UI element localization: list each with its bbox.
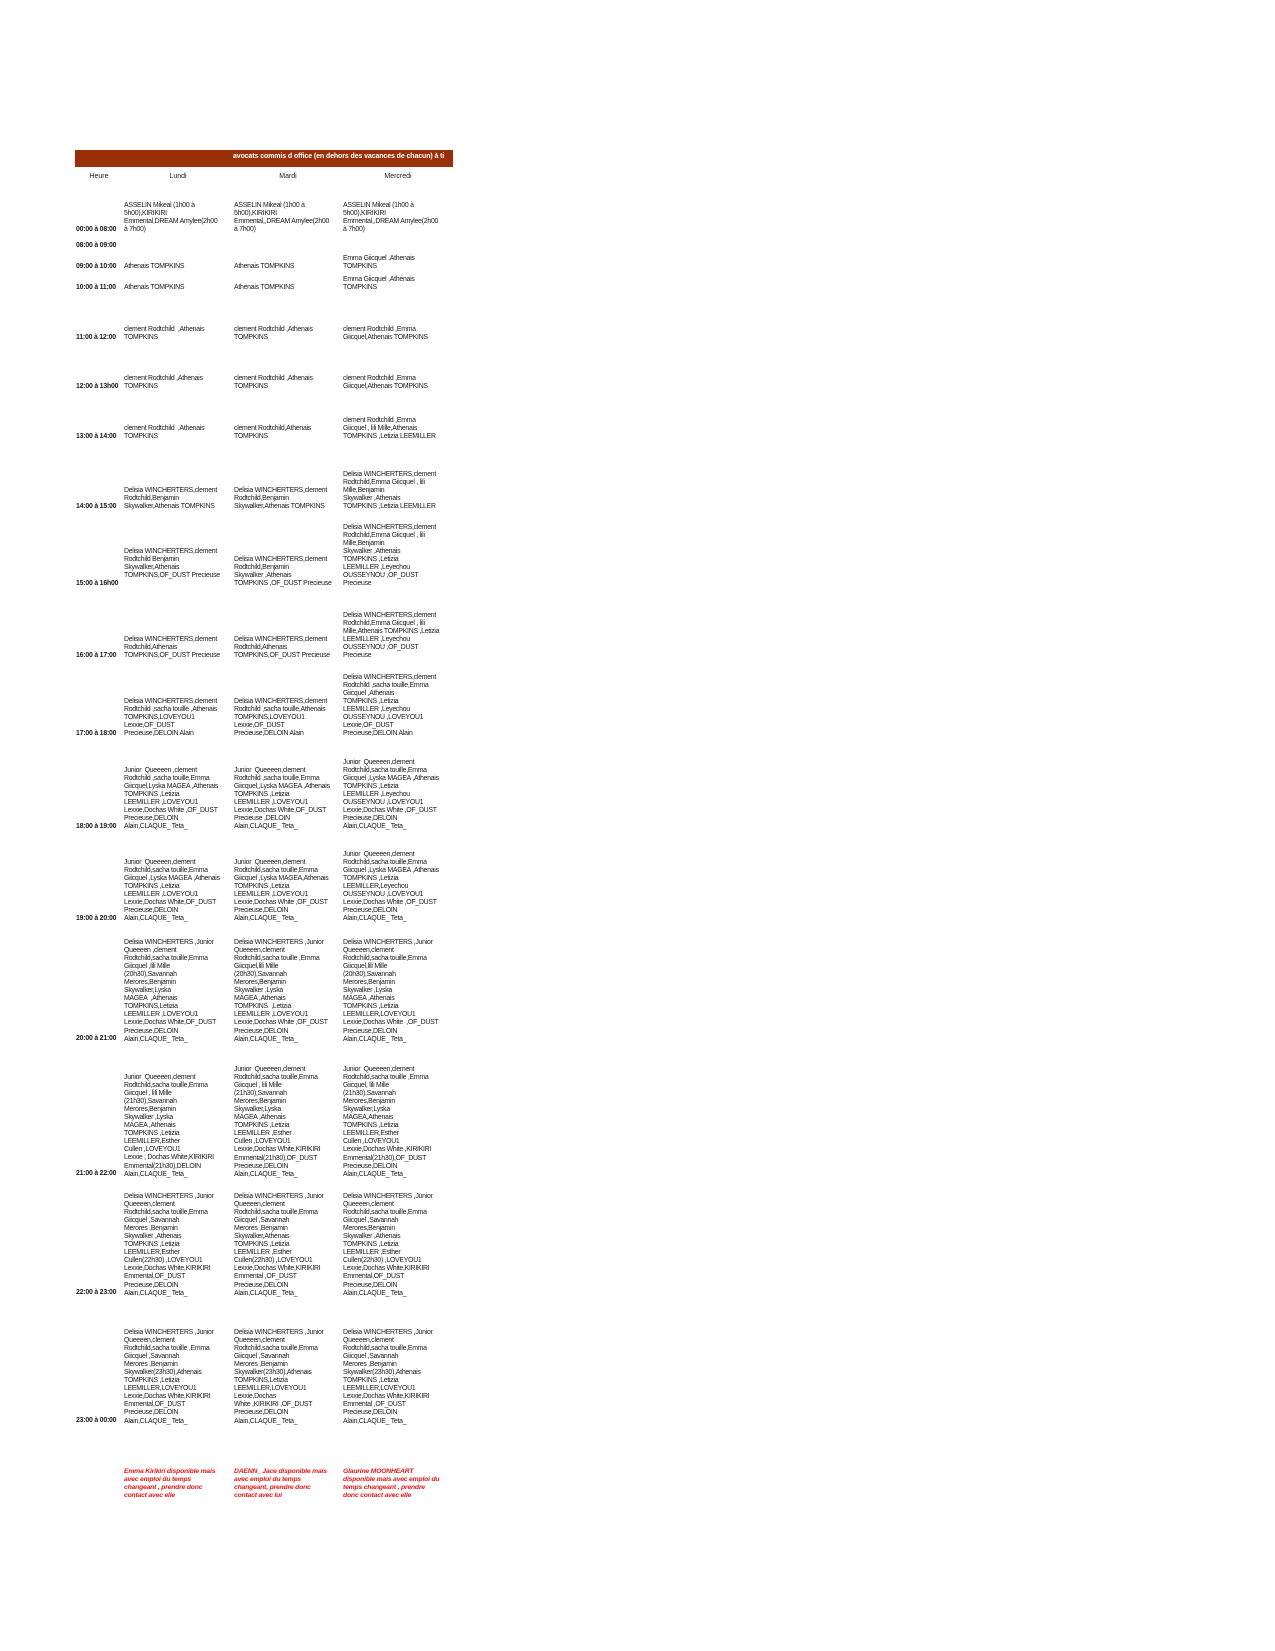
schedule-cell-mardi: Delisia WINCHERTERS,clement Rodtchild,Benjamin Skywalker,Athenais TOMPKINS [234,487,328,511]
schedule-cell-lundi: Delisia WINCHERTERS,clement Rodtchild Benjamin Skywalker,Athenais TOMPKINS,OF_DUST Precieuse [124,548,220,580]
time-slot-label: 14:00 à 15:00 [76,503,117,510]
schedule-cell-mardi: clement Rodtchild ,Athenais TOMPKINS [234,326,313,342]
column-header-lundi: Lundi [169,173,187,180]
schedule-cell-mardi: Delisia WINCHERTERS ,Junior Queeeen,clement Rodtchild,sacha touille,Emma Giicquel ,Savannah Merores ,Benjamin Skywalker,Athenais TOMPKINS ,Letizia LEEMILLER ,Esther Cullen(22h30) ,LOVEYOU1 Lexxie,Dochas White,KIRIKIRI Emmental ,OF_DUST Precieuse,DELOIN Alain,CLAQUE_ Teta_ [234,1193,324,1297]
schedule-cell-mardi: Junior Queeeen,clement Rodtchild,sacha touille,Emma Giicquel ,Lyska MAGEA,Athenais TOMPKINS ,Letizia LEEMILLER ,LOVEYOU1 Lexxie,Dochas White ,OF_DUST Precieuse,DELOIN Alain,CLAQUE_ Teta_ [234,859,329,923]
time-slot-label: 00:00 à 08:00 [76,226,117,233]
schedule-cell-mercredi: clement Rodtchild ,Emma Giicquel , lili Mille,Athenais TOMPKINS ,Letizia LEEMILLER [343,417,436,441]
time-slot-label: 17:00 à 18:00 [76,730,117,737]
time-slot-label: 18:00 à 19:00 [76,823,117,830]
schedule-cell-lundi: Delisia WINCHERTERS,clement Rodtchild ,sacha touille ,Athenais TOMPKINS,LOVEYOU1 Lexxie,OF_DUST Precieuse,DELOIN Alain [124,698,218,738]
schedule-cell-lundi: clement Rodtchild ,Athenais TOMPKINS [124,326,205,342]
sheet-title: avocats commis d office (en dehors des vacances de chacun) à ti [233,153,445,160]
schedule-cell-mercredi: Emma Giicquel ,Athenais TOMPKINS [343,255,415,271]
time-slot-label: 11:00 à 12:00 [76,334,116,341]
schedule-cell-mercredi: Delisia WINCHERTERS ,Junior Queeeen,clement Rodtchild,sacha touille,Emma Giicquel ,Savannah Merores ,Benjamin Skywalker(23h30),Athenais TOMPKINS ,Letizia LEEMILLER,LOVEYOU1 Lexxie,Dochas White,KIRIKIRI Emmental ,OF_DUST Precieuse,DELOIN Alain,CLAQUE_ Teta_ [343,1329,433,1425]
schedule-cell-mercredi: Emma Giicquel ,Athenais TOMPKINS [343,276,415,292]
schedule-cell-mardi: Delisia WINCHERTERS,clement Rodtchild,Benjamin Skywalker ,Athenais TOMPKINS ,OF_DUST Precieuse [234,556,332,588]
time-slot-label: 20:00 à 21:00 [76,1035,117,1042]
column-header-mercredi: Mercredi [384,173,412,180]
time-slot-label: 10:00 à 11:00 [76,284,116,291]
time-slot-label: 13:00 à 14:00 [76,433,117,440]
time-slot-label: 16:00 à 17:00 [76,652,117,659]
schedule-cell-mercredi: Delisia WINCHERTERS,clement Rodtchild,Emma Giicquel , lili Mille,Athenais TOMPKINS ,Letizia LEEMILLER ,Leyechou OUSSEYNOU ,OF_DUST Precieuse [343,612,440,660]
schedule-cell-lundi: ASSELIN Mikeal (1h00 à 5h00),KIRIKIRI Emmental,DREAM Amylee(2h00 à 7h00) [124,202,218,234]
schedule-cell-mardi: Delisia WINCHERTERS ,Junior Queeeen,clement Rodtchild,sacha touille ,Emma Giicquel,lili Mille (20h30),Savannah Merores,Benjamin Skywalker ,Lyska MAGEA ,Athenais TOMPKINS ,Letizia LEEMILLER ,LOVEYOU1 Lexxie,Dochas White ,OF_DUST Precieuse,DELOIN Alain,CLAQUE_ Teta_ [234,939,328,1043]
column-header-heure: Heure [89,173,109,180]
schedule-cell-mardi: Junior Queeeen,clement Rodtchild ,sacha touille,Emma Giicquel,,Lyska MAGEA ,Athenais TOMPKINS ,Letizia LEEMILLER ,LOVEYOU1 Lexxie,Dochas White,OF_DUST Precieuse ,DELOIN Alain,CLAQUE_ Teta_ [234,767,330,831]
schedule-cell-lundi: Junior Queeeen,clement Rodtchild,sacha touille,Emma Giicquel ,Lyska MAGEA ,Athenais TOMPKINS ,Letizia LEEMILLER ,LOVEYOU1 Lexxie,Dochas White,OF_DUST Precieuse,DELOIN Alain,CLAQUE_ Teta_ [124,859,220,923]
availability-note-lundi: Emma Kirikiri disponible mais avec emploi du temps changeant , prendre donc contact avec elle [124,1468,216,1499]
time-slot-label: 09:00 à 10:00 [76,263,117,270]
column-header-mardi: Mardi [279,173,297,180]
schedule-cell-mercredi: Delisia WINCHERTERS ,Junior Queeeen,clement Rodtchild,sacha touille,Emma Giicquel ,Savannah Merores,Benjamin Skywalker ,Athenais TOMPKINS ,Letizia LEEMILLER ,Esther Cullen(22h30) ,LOVEYOU1 Lexxie,Dochas White,KIRIKIRI Emmental,OF_DUST Precieuse,DELOIN Alain,CLAQUE_ Teta_ [343,1193,433,1297]
schedule-cell-lundi: Junior Queeeen,clement Rodtchild,sacha touille,Emma Giicquel , lili Mille (21h30),Savannah Merores,Benjamin Skywalker ,Lyska MAGEA ,Athenais TOMPKINS ,Letizia LEEMILLER,Esther Cullen ,LOVEYOU1 Lexxie , Dochas White,KIRIKIRI Emmental(21h30),DELOIN Alain,CLAQUE_ Teta_ [124,1074,214,1178]
schedule-cell-mardi: clement Rodtchild ,Athenais TOMPKINS [234,375,313,391]
schedule-cell-lundi: Delisia WINCHERTERS,clement Rodtchild,Athenais TOMPKINS,OF_DUST Precieuse [124,636,220,660]
title-banner [75,150,453,167]
schedule-cell-mardi: Delisia WINCHERTERS,clement Rodtchild,Athenais TOMPKINS,OF_DUST Precieuse [234,636,330,660]
schedule-cell-mercredi: Junior Queeeen,clement Rodtchild,sacha touille,Emma Giicquel ,Lyska MAGEA ,Athenais TOMPKINS ,Letizia LEEMILLER,Leyechou OUSSEYNOU ,LOVEYOU1 Lexxie,Dochas White ,OF_DUST Precieuse,DELOIN Alain,CLAQUE_ Teta_ [343,851,439,923]
schedule-cell-mercredi: clement Rodtchild ,Emma Giicquel,Athenais TOMPKINS [343,375,428,391]
schedule-cell-mardi: Junior Queeeen,clement Rodtchild,sacha touille,Emma Giicquel , lili Mille (21h30),Savannah Merores,Benjamin Skywalker,Lyska MAGEA ,Athenais TOMPKINS ,Letizia LEEMILLER ,Esther Cullen ,LOVEYOU1 Lexxie,Dochas White,KIRIKIRI Emmental(21h30),OF_DUST Precieuse,DELOIN Alain,CLAQUE_ Teta_ [234,1066,321,1178]
availability-note-mercredi: Glaurine MOONHEART disponible mais avec emploi du temps changeant , prendre donc contact avec elle [343,1468,440,1499]
availability-note-mardi: DAENN_ Jace disponible mais avec emploi du temps changeant, prendre donc contact avec lui [234,1468,327,1499]
schedule-cell-mercredi: Delisia WINCHERTERS,clement Rodtchild,Emma Giicquel , lili Mille,Benjamin Skywalker ,Athenais TOMPKINS ,Letizia LEEMILLER ,Leyechou OUSSEYNOU ,OF_DUST Precieuse [343,524,437,588]
time-slot-label: 22:00 à 23:00 [76,1289,117,1296]
schedule-cell-mardi: ASSELIN Mikeal (1h00 à 5h00),KIRIKIRI Emmental,,DREAM Amylee(2h00 à 7h00) [234,202,330,234]
schedule-cell-mercredi: Delisia WINCHERTERS,clement Rodtchild,Emma Giicquel , lili Mille,Benjamin Skywalker ,Athenais TOMPKINS ,Letizia LEEMILLER [343,471,437,511]
schedule-cell-lundi: Athenais TOMPKINS [124,284,185,291]
schedule-cell-lundi: Delisia WINCHERTERS ,Junior Queeeen,clement Rodtchild,sacha touille,Emma Giicquel ,Savannah Merores ,Benjamin Skywalker ,Athenais TOMPKINS ,Letizia LEEMILLER,Esther Cullen(22h30) ,LOVEYOU1 Lexxie,Dochas White,KIRIKIRI Emmental,OF_DUST Precieuse,DELOIN Alain,CLAQUE_ Teta_ [124,1193,214,1297]
schedule-cell-mercredi: Delisia WINCHERTERS,clement Rodtchild ,sacha touille,Emma Giicquel ,Athenais TOMPKINS ,Letizia LEEMILLER ,Leyechou OUSSEYNOU ,LOVEYOU1 Lexxie,OF_DUST Precieuse,DELOIN Alain [343,674,437,738]
time-slot-label: 19:00 à 20:00 [76,915,117,922]
schedule-cell-mardi: Athenais TOMPKINS [234,263,295,270]
schedule-cell-mardi: Delisia WINCHERTERS,clement Rodtchild ,sacha touille,Athenais TOMPKINS,LOVEYOU1 Lexxie,OF_DUST Precieuse,DELOIN Alain [234,698,328,738]
time-slot-label: 23:00 à 00:00 [76,1417,117,1424]
schedule-cell-lundi: Delisia WINCHERTERS ,Junior Queeeen,clement Rodtchild,sacha touille ,Emma Giicquel ,Savannah Merores ,Benjamin Skywalker(23h30),Athenais TOMPKINS ,Letizia LEEMILLER,LOVEYOU1 Lexxie,Dochas White,KIRIKIRI Emmental,OF_DUST Precieuse,DELOIN Alain,CLAQUE_ Teta_ [124,1329,214,1425]
schedule-cell-mardi: Delisia WINCHERTERS ,Junior Queeeen,clement Rodtchild,sacha touille,Emma Giicquel ,Savannah Merores ,Benjamin Skywalker(23h30),Athenais TOMPKINS,Letizia LEEMILLER,LOVEYOU1 Lexxie,Dochas White ,KIRIKIRI ,OF_DUST Precieuse,DELOIN Alain,CLAQUE_ Teta_ [234,1329,324,1425]
schedule-cell-lundi: Athenais TOMPKINS [124,263,185,270]
time-slot-label: 12:00 à 13h00 [76,383,119,390]
schedule-cell-mercredi: Delisia WINCHERTERS ,Junior Queeeen,clement Rodtchild,sacha touille,Emma Giicquel,lili Mille (20h30),Savannah Merores,Benjamin Skywalker ,Lyska MAGEA ,Athenais TOMPKINS ,Letizia LEEMILLER,LOVEYOU1 Lexxie,Dochas White ,OF_DUST Precieuse,DELOIN Alain,CLAQUE_ Teta_ [343,939,439,1043]
schedule-cell-mercredi: clement Rodtchild ,Emma Giicquel,Athenais TOMPKINS [343,326,428,342]
schedule-cell-lundi: Junior Queeeen ,clement Rodtchild ,sacha touille,Emma Giicquel,Lyska MAGEA ,Athenais TOMPKINS ,Letizia LEEMILLER ,LOVEYOU1 Lexxie,Dochas White ,OF_DUST Precieuse,DELOIN Alain,CLAQUE_ Teta_ [124,767,219,831]
schedule-cell-lundi: clement Rodtchild ,Athenais TOMPKINS [124,425,205,441]
schedule-cell-mardi: clement Rodtchild,Athenais TOMPKINS [234,425,311,441]
schedule-cell-mercredi: Junior Queeeen,clement Rodtchild,sacha touille ,Emma Giicquel, lili Mille (21h30),Savannah Merores,Benjamin Skywalker,Lyska MAGEA,Athenais TOMPKINS ,Letizia LEEMILLER,Esther Cullen ,LOVEYOU1 Lexxie,Dochas White ,KIRIKIRI Emmental(21h30),OF_DUST Precieuse,DELOIN Alain,CLAQUE_ Teta_ [343,1066,432,1178]
schedule-cell-mardi: Athenais TOMPKINS [234,284,295,291]
time-slot-label: 21:00 à 22:00 [76,1170,117,1177]
time-slot-label: 15:00 à 16h00 [76,580,119,587]
time-slot-label: 08:00 à 09:00 [76,242,117,249]
schedule-cell-lundi: Delisia WINCHERTERS ,Junior Queeeen ,clement Rodtchild,sacha touille,Emma Giicquel ,lili Mille (20h30),Savannah Merores,Benjamin Skywalker,Lyska MAGEA ,Athenais TOMPKINS,Letizia LEEMILLER ,LOVEYOU1 Lexxie,Dochas White,OF_DUST Precieuse,DELOIN Alain,CLAQUE_ Teta_ [124,939,217,1043]
schedule-cell-lundi: clement Rodtchild ,Athenais TOMPKINS [124,375,203,391]
schedule-cell-lundi: Delisia WINCHERTERS,clement Rodtchild,Benjamin Skywalker,Athenais TOMPKINS [124,487,218,511]
schedule-cell-mercredi: ASSELIN Mikeal (1h00 à 5h00),KIRIKIRI Emmental,,DREAM Amylee(2h00 à 7h00) [343,202,439,234]
schedule-cell-mercredi: Junior Queeeen,clement Rodtchild,sacha touille,Emma Giicquel ,Lyska MAGEA ,Athenais TOMPKINS ,Letizia LEEMILLER ,Leyechou OUSSEYNOU ,LOVEYOU1 Lexxie,Dochas White ,OF_DUST Precieuse,DELOIN Alain,CLAQUE_ Teta_ [343,759,439,831]
